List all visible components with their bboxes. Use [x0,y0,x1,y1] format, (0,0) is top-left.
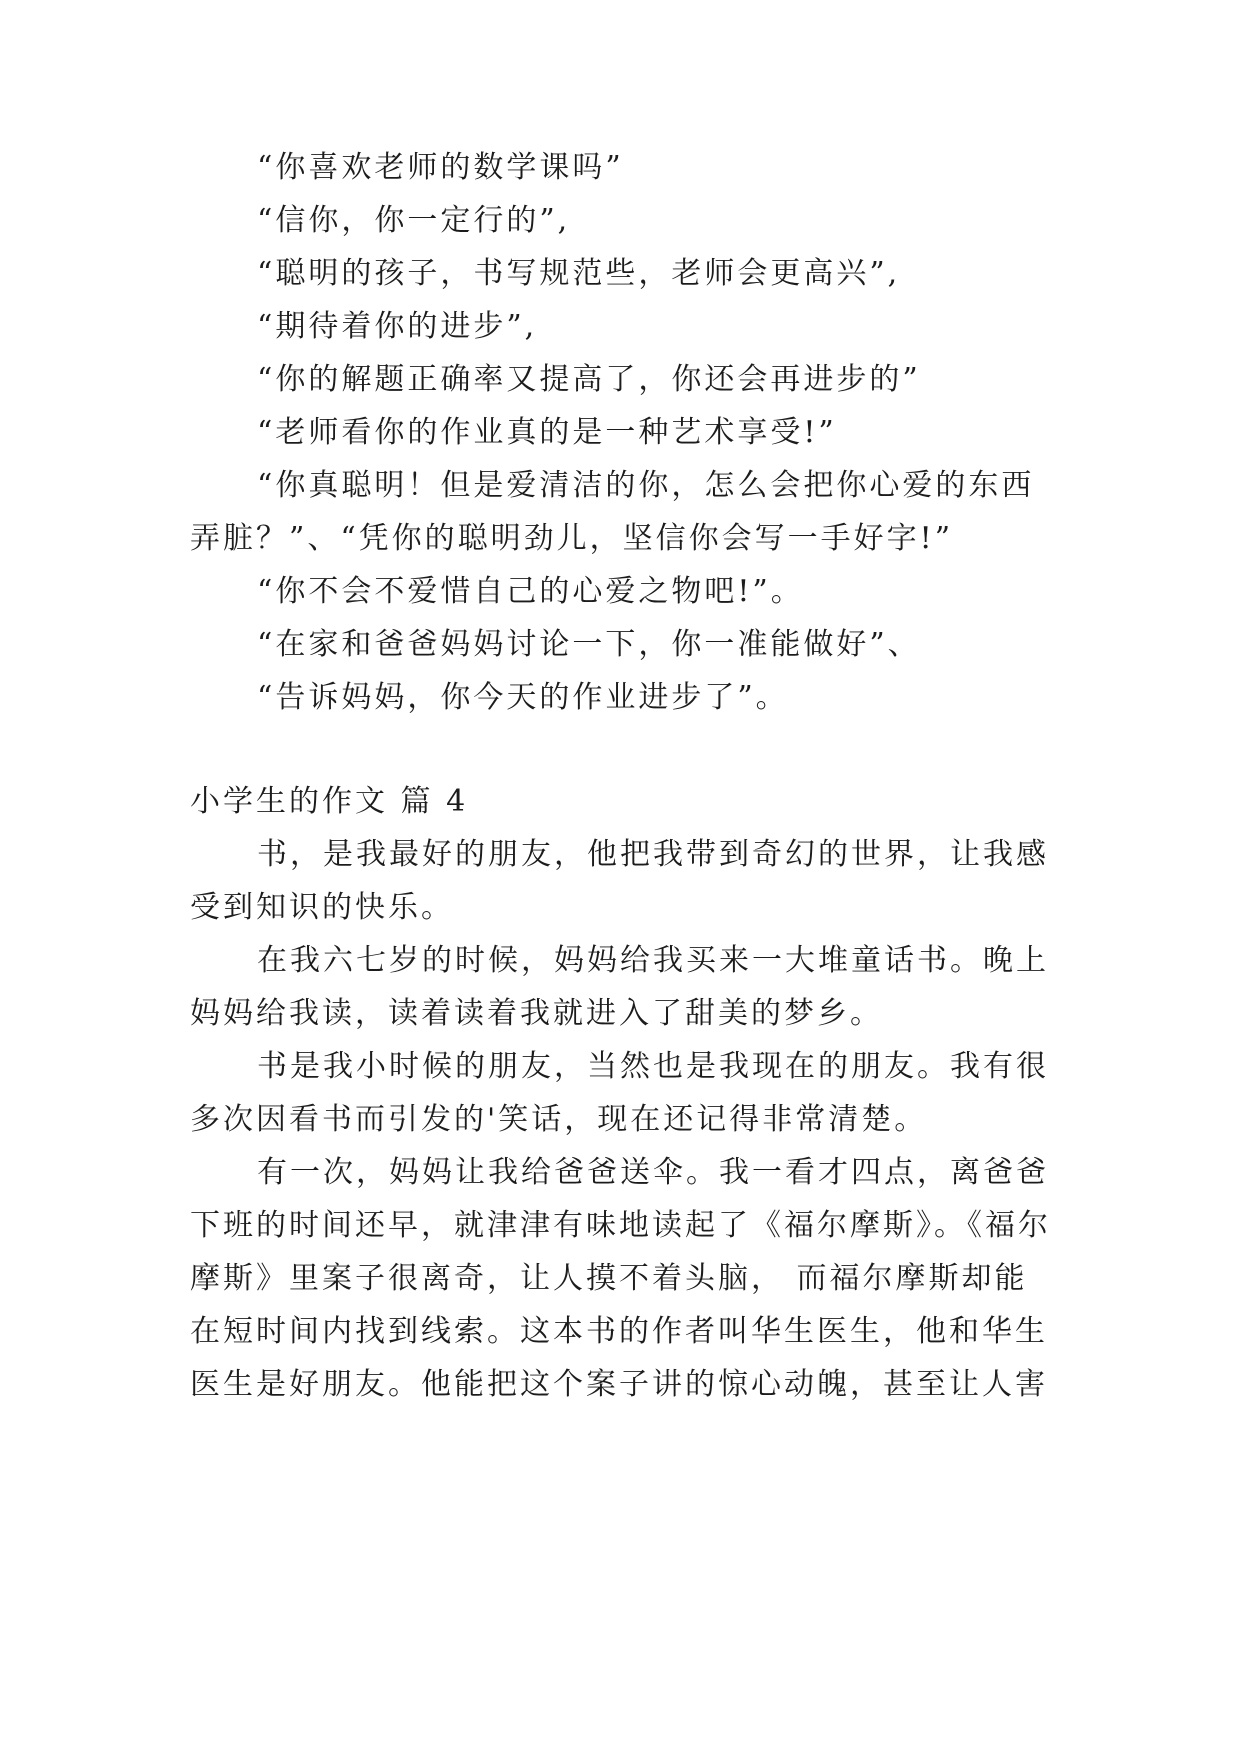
essay-line: 受到知识的快乐。 [190,890,454,925]
quote-line: “告诉妈妈，你今天的作业进步了”。 [257,680,789,715]
quote-line: “期待着你的进步”, [257,309,538,344]
section-title: 小学生的作文 篇 4 [190,784,469,819]
essay-line: 医生是好朋友。他能把这个案子讲的惊心动魄，甚至让人害 [190,1367,1048,1402]
quote-line: “聪明的孩子，书写规范些，老师会更高兴”, [257,256,901,291]
quote-line: “你喜欢老师的数学课吗” [257,150,624,185]
essay-line: 有一次，妈妈让我给爸爸送伞。我一看才四点，离爸爸 [257,1155,1049,1190]
essay-line: 在短时间内找到线索。这本书的作者叫华生医生，他和华生 [190,1314,1048,1349]
essay-line: 妈妈给我读，读着读着我就进入了甜美的梦乡。 [190,996,883,1031]
quote-line: “你真聪明！但是爱清洁的你，怎么会把你心爱的东西 [257,468,1035,503]
essay-line: 多次因看书而引发的'笑话，现在还记得非常清楚。 [190,1102,928,1137]
essay-line: 在我六七岁的时候，妈妈给我买来一大堆童话书。晚上 [257,943,1049,978]
quote-line: 弄脏？”、“凭你的聪明劲儿，坚信你会写一手好字!” [190,521,954,556]
quote-line: “你不会不爱惜自己的心爱之物吧!”。 [257,574,804,609]
quote-line: “老师看你的作业真的是一种艺术享受!” [257,415,837,450]
quote-line: “你的解题正确率又提高了，你还会再进步的” [257,362,921,397]
essay-line: 书，是我最好的朋友，他把我带到奇幻的世界，让我感 [257,837,1049,872]
essay-line: 书是我小时候的朋友，当然也是我现在的朋友。我有很 [257,1049,1049,1084]
quote-line: “在家和爸爸妈妈讨论一下，你一准能做好”、 [257,627,921,662]
essay-line: 摩斯》里案子很离奇，让人摸不着头脑， 而福尔摩斯却能 [190,1261,1028,1296]
essay-line: 下班的时间还早，就津津有味地读起了《福尔摩斯》。《福尔 [190,1208,1051,1243]
quote-line: “信你，你一定行的”, [257,203,571,238]
